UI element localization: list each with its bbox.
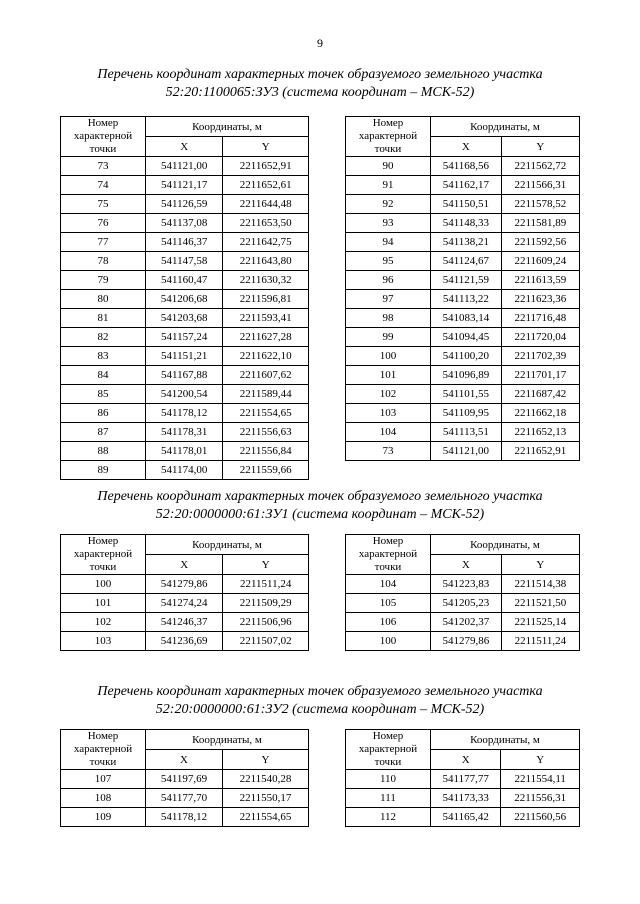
header-y: Y — [501, 555, 579, 575]
cell-x: 541160,47 — [146, 271, 223, 290]
cell-point-number: 100 — [61, 575, 146, 594]
cell-y: 2211581,89 — [501, 214, 579, 233]
cell-point-number: 74 — [61, 176, 146, 195]
cell-point-number: 105 — [346, 594, 431, 613]
cell-x: 541113,22 — [431, 290, 502, 309]
table-row — [346, 385, 580, 404]
cell-point-number: 108 — [61, 789, 146, 808]
header-coordinates: Координаты, м — [431, 117, 580, 137]
table-row — [61, 157, 309, 176]
table-row — [61, 594, 309, 613]
cell-y: 2211560,56 — [501, 808, 580, 827]
cell-point-number: 111 — [346, 789, 431, 808]
cell-point-number: 103 — [61, 632, 146, 651]
cell-x: 541148,33 — [431, 214, 502, 233]
cell-y: 2211554,11 — [501, 770, 580, 789]
table-row — [61, 233, 309, 252]
cell-x: 541203,68 — [146, 309, 223, 328]
table-row — [346, 252, 580, 271]
table-header-row — [61, 535, 309, 555]
cell-x: 541167,88 — [146, 366, 223, 385]
coordinates-table-right — [345, 729, 580, 827]
cell-point-number: 112 — [346, 808, 431, 827]
cell-y: 2211566,31 — [501, 176, 579, 195]
cell-point-number: 94 — [346, 233, 431, 252]
cell-y: 2211623,36 — [501, 290, 579, 309]
header-coordinates: Координаты, м — [146, 117, 309, 137]
section-title-line2: 52:20:0000000:61:ЗУ1 (система координат – МСК-52) — [155, 507, 485, 522]
cell-point-number: 106 — [346, 613, 431, 632]
cell-y: 2211559,66 — [223, 461, 309, 480]
cell-point-number: 73 — [61, 157, 146, 176]
table-row — [346, 328, 580, 347]
coordinates-table-right — [345, 116, 580, 461]
table-row — [61, 271, 309, 290]
table-row — [61, 404, 309, 423]
table-row — [61, 385, 309, 404]
cell-x: 541178,01 — [146, 442, 223, 461]
table-row — [346, 157, 580, 176]
cell-x: 541206,68 — [146, 290, 223, 309]
cell-y: 2211630,32 — [223, 271, 309, 290]
cell-point-number: 85 — [61, 385, 146, 404]
tables-row — [0, 729, 640, 823]
cell-point-number: 80 — [61, 290, 146, 309]
header-point-number: Номер характерной точки — [346, 117, 431, 157]
cell-point-number: 101 — [61, 594, 146, 613]
cell-y: 2211578,52 — [501, 195, 579, 214]
header-point-number: Номер характерной точки — [61, 730, 146, 770]
cell-x: 541177,70 — [146, 789, 223, 808]
cell-x: 541157,24 — [146, 328, 223, 347]
cell-x: 541121,00 — [146, 157, 223, 176]
header-x: X — [146, 137, 223, 157]
table-header-row — [346, 117, 580, 137]
cell-x: 541138,21 — [431, 233, 502, 252]
cell-x: 541094,45 — [431, 328, 502, 347]
cell-x: 541121,59 — [431, 271, 502, 290]
cell-point-number: 103 — [346, 404, 431, 423]
cell-x: 541246,37 — [146, 613, 223, 632]
table-row — [346, 442, 580, 461]
cell-x: 541279,86 — [431, 632, 502, 651]
cell-point-number: 109 — [61, 808, 146, 827]
cell-y: 2211509,29 — [223, 594, 309, 613]
cell-y: 2211550,17 — [223, 789, 309, 808]
cell-point-number: 91 — [346, 176, 431, 195]
cell-x: 541178,31 — [146, 423, 223, 442]
header-x: X — [146, 750, 223, 770]
section-title-line2: 52:20:1100065:ЗУ3 (система координат – МСК-52) — [165, 85, 475, 100]
cell-point-number: 104 — [346, 575, 431, 594]
table-row — [61, 366, 309, 385]
table-row — [346, 632, 580, 651]
cell-point-number: 89 — [61, 461, 146, 480]
cell-point-number: 110 — [346, 770, 431, 789]
header-coordinates: Координаты, м — [146, 535, 309, 555]
section-title-line1: Перечень координат характерных точек образуемого земельного участка — [97, 489, 543, 504]
cell-point-number: 86 — [61, 404, 146, 423]
cell-point-number: 107 — [61, 770, 146, 789]
coordinates-table-left — [60, 729, 309, 827]
cell-x: 541150,51 — [431, 195, 502, 214]
cell-point-number: 88 — [61, 442, 146, 461]
header-x: X — [431, 750, 501, 770]
cell-point-number: 102 — [61, 613, 146, 632]
table-header-row — [346, 535, 580, 555]
table-row — [346, 423, 580, 442]
table-row — [346, 290, 580, 309]
cell-point-number: 96 — [346, 271, 431, 290]
table-row — [61, 214, 309, 233]
table-row — [346, 789, 580, 808]
section-title — [0, 488, 640, 524]
table-row — [61, 442, 309, 461]
cell-x: 541121,00 — [431, 442, 502, 461]
cell-x: 541124,67 — [431, 252, 502, 271]
table-row — [61, 423, 309, 442]
section-title — [0, 683, 640, 719]
cell-y: 2211589,44 — [223, 385, 309, 404]
cell-y: 2211511,24 — [501, 632, 579, 651]
table-row — [61, 461, 309, 480]
cell-y: 2211554,65 — [223, 404, 309, 423]
coordinates-table-left — [60, 116, 309, 480]
header-x: X — [431, 137, 502, 157]
cell-y: 2211652,91 — [501, 442, 579, 461]
tables-row — [0, 534, 640, 647]
cell-point-number: 73 — [346, 442, 431, 461]
cell-y: 2211652,13 — [501, 423, 579, 442]
tables-row — [0, 116, 640, 476]
cell-y: 2211506,96 — [223, 613, 309, 632]
cell-x: 541168,56 — [431, 157, 502, 176]
cell-x: 541236,69 — [146, 632, 223, 651]
cell-x: 541162,17 — [431, 176, 502, 195]
cell-point-number: 76 — [61, 214, 146, 233]
cell-x: 541165,42 — [431, 808, 501, 827]
cell-point-number: 92 — [346, 195, 431, 214]
cell-point-number: 83 — [61, 347, 146, 366]
cell-y: 2211592,56 — [501, 233, 579, 252]
cell-x: 541200,54 — [146, 385, 223, 404]
table-row — [61, 613, 309, 632]
header-point-number: Номер характерной точки — [346, 730, 431, 770]
cell-y: 2211556,63 — [223, 423, 309, 442]
cell-y: 2211596,81 — [223, 290, 309, 309]
cell-y: 2211607,62 — [223, 366, 309, 385]
cell-y: 2211507,02 — [223, 632, 309, 651]
table-row — [346, 404, 580, 423]
cell-y: 2211702,39 — [501, 347, 579, 366]
cell-x: 541101,55 — [431, 385, 502, 404]
cell-point-number: 102 — [346, 385, 431, 404]
cell-point-number: 101 — [346, 366, 431, 385]
cell-x: 541197,69 — [146, 770, 223, 789]
cell-y: 2211556,31 — [501, 789, 580, 808]
cell-point-number: 82 — [61, 328, 146, 347]
section-title-line2: 52:20:0000000:61:ЗУ2 (система координат – МСК-52) — [155, 702, 485, 717]
table-row — [61, 328, 309, 347]
cell-x: 541274,24 — [146, 594, 223, 613]
cell-y: 2211652,61 — [223, 176, 309, 195]
cell-x: 541177,77 — [431, 770, 501, 789]
cell-y: 2211562,72 — [501, 157, 579, 176]
cell-y: 2211716,48 — [501, 309, 579, 328]
section-zu3 — [0, 66, 640, 476]
table-row — [346, 613, 580, 632]
cell-y: 2211642,75 — [223, 233, 309, 252]
header-point-number: Номер характерной точки — [61, 535, 146, 575]
cell-x: 541202,37 — [431, 613, 502, 632]
cell-x: 541205,23 — [431, 594, 502, 613]
section-title — [0, 66, 640, 102]
table-row — [346, 575, 580, 594]
table-row — [61, 632, 309, 651]
cell-x: 541113,51 — [431, 423, 502, 442]
header-y: Y — [223, 750, 309, 770]
table-header-row — [61, 117, 309, 137]
table-row — [61, 195, 309, 214]
table-row — [346, 195, 580, 214]
cell-y: 2211514,38 — [501, 575, 579, 594]
cell-y: 2211521,50 — [501, 594, 579, 613]
table-row — [61, 252, 309, 271]
table-row — [61, 290, 309, 309]
table-row — [346, 594, 580, 613]
header-coordinates: Координаты, м — [146, 730, 309, 750]
cell-x: 541223,83 — [431, 575, 502, 594]
coordinates-table-right — [345, 534, 580, 651]
cell-point-number: 79 — [61, 271, 146, 290]
cell-point-number: 90 — [346, 157, 431, 176]
page-number: 9 — [317, 36, 323, 50]
section-zu1 — [0, 488, 640, 647]
cell-y: 2211652,91 — [223, 157, 309, 176]
table-row — [346, 366, 580, 385]
table-header-row — [346, 730, 580, 750]
cell-y: 2211701,17 — [501, 366, 579, 385]
cell-point-number: 93 — [346, 214, 431, 233]
section-zu2 — [0, 683, 640, 823]
cell-x: 541109,95 — [431, 404, 502, 423]
cell-point-number: 87 — [61, 423, 146, 442]
cell-x: 541173,33 — [431, 789, 501, 808]
cell-x: 541151,21 — [146, 347, 223, 366]
cell-point-number: 98 — [346, 309, 431, 328]
cell-point-number: 99 — [346, 328, 431, 347]
header-x: X — [146, 555, 223, 575]
header-y: Y — [501, 750, 580, 770]
table-row — [61, 789, 309, 808]
table-row — [61, 770, 309, 789]
cell-y: 2211622,10 — [223, 347, 309, 366]
cell-y: 2211627,28 — [223, 328, 309, 347]
cell-point-number: 97 — [346, 290, 431, 309]
table-row — [346, 770, 580, 789]
cell-x: 541279,86 — [146, 575, 223, 594]
cell-y: 2211511,24 — [223, 575, 309, 594]
table-row — [61, 808, 309, 827]
cell-point-number: 100 — [346, 347, 431, 366]
cell-point-number: 104 — [346, 423, 431, 442]
cell-y: 2211643,80 — [223, 252, 309, 271]
cell-point-number: 100 — [346, 632, 431, 651]
header-x: X — [431, 555, 502, 575]
table-row — [61, 176, 309, 195]
cell-point-number: 75 — [61, 195, 146, 214]
table-row — [61, 309, 309, 328]
cell-x: 541174,00 — [146, 461, 223, 480]
cell-x: 541121,17 — [146, 176, 223, 195]
header-y: Y — [223, 555, 309, 575]
header-y: Y — [501, 137, 579, 157]
cell-y: 2211540,28 — [223, 770, 309, 789]
table-row — [346, 309, 580, 328]
cell-x: 541146,37 — [146, 233, 223, 252]
cell-x: 541178,12 — [146, 404, 223, 423]
section-title-line1: Перечень координат характерных точек образуемого земельного участка — [97, 67, 543, 82]
section-title-line1: Перечень координат характерных точек образуемого земельного участка — [97, 684, 543, 699]
cell-point-number: 81 — [61, 309, 146, 328]
cell-point-number: 78 — [61, 252, 146, 271]
table-header-row — [61, 730, 309, 750]
table-row — [346, 347, 580, 366]
cell-y: 2211556,84 — [223, 442, 309, 461]
cell-y: 2211687,42 — [501, 385, 579, 404]
header-y: Y — [223, 137, 309, 157]
cell-y: 2211720,04 — [501, 328, 579, 347]
table-row — [346, 808, 580, 827]
table-row — [61, 347, 309, 366]
cell-x: 541126,59 — [146, 195, 223, 214]
table-row — [346, 271, 580, 290]
table-row — [61, 575, 309, 594]
header-point-number: Номер характерной точки — [61, 117, 146, 157]
cell-y: 2211609,24 — [501, 252, 579, 271]
cell-x: 541147,58 — [146, 252, 223, 271]
cell-y: 2211525,14 — [501, 613, 579, 632]
header-point-number: Номер характерной точки — [346, 535, 431, 575]
cell-y: 2211593,41 — [223, 309, 309, 328]
header-coordinates: Координаты, м — [431, 535, 580, 555]
cell-point-number: 77 — [61, 233, 146, 252]
cell-point-number: 84 — [61, 366, 146, 385]
cell-x: 541100,20 — [431, 347, 502, 366]
cell-x: 541083,14 — [431, 309, 502, 328]
cell-x: 541178,12 — [146, 808, 223, 827]
cell-y: 2211644,48 — [223, 195, 309, 214]
cell-y: 2211653,50 — [223, 214, 309, 233]
coordinates-table-left — [60, 534, 309, 651]
cell-y: 2211554,65 — [223, 808, 309, 827]
table-row — [346, 214, 580, 233]
cell-x: 541137,08 — [146, 214, 223, 233]
table-row — [346, 176, 580, 195]
cell-point-number: 95 — [346, 252, 431, 271]
cell-y: 2211613,59 — [501, 271, 579, 290]
cell-y: 2211662,18 — [501, 404, 579, 423]
cell-x: 541096,89 — [431, 366, 502, 385]
table-row — [346, 233, 580, 252]
header-coordinates: Координаты, м — [431, 730, 580, 750]
